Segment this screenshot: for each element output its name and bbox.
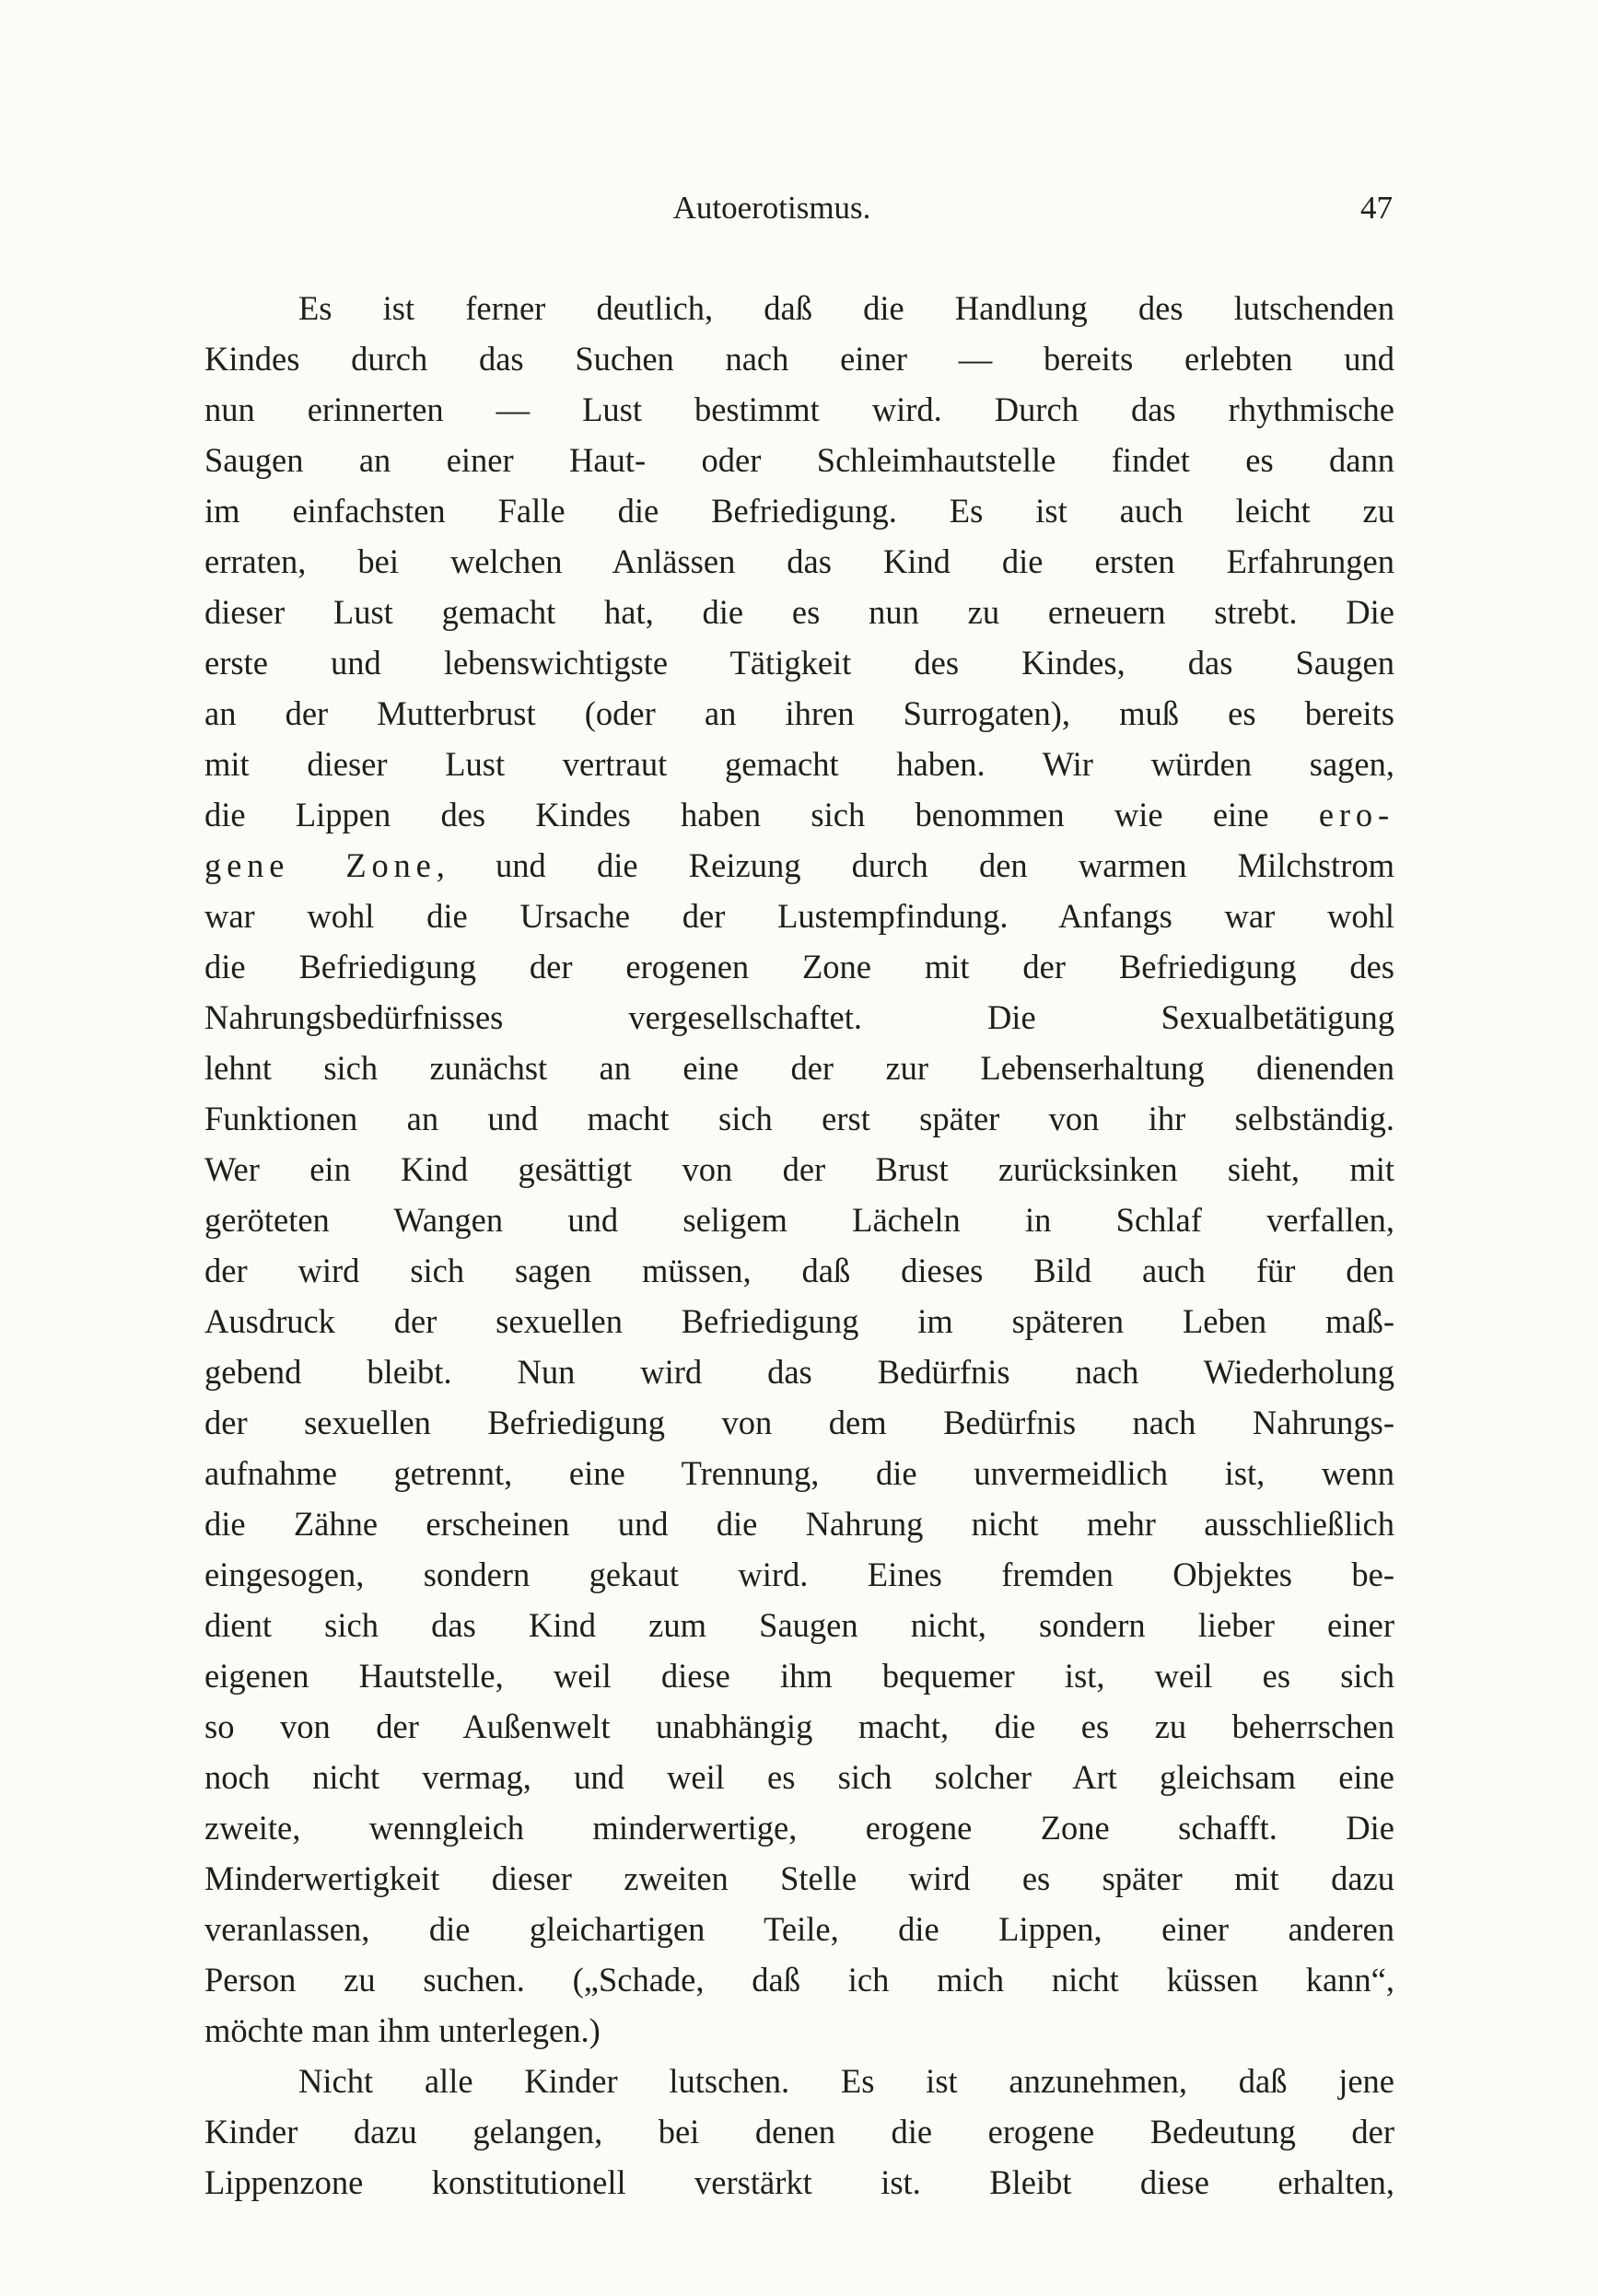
text-line: im einfachsten Falle die Befriedigung. Es ist auch leicht zu [204,492,1394,530]
text-line: so von der Außenwelt unabhängig macht, die es zu beherrschen [204,1707,1394,1745]
text-line: die Zähne erscheinen und die Nahrung nicht mehr ausschließlich [204,1505,1394,1543]
text-line: geröteten Wangen und seligem Lächeln in Schlaf verfallen, [204,1201,1394,1239]
text-line: mit dieser Lust vertraut gemacht haben. Wir würden sagen, [204,745,1394,783]
text-line: Kindes durch das Suchen nach einer — bereits erlebten und [204,340,1394,378]
text-line: eingesogen, sondern gekaut wird. Eines fremden Objektes be- [204,1556,1394,1593]
text-line: Kinder dazu gelangen, bei denen die erogene Bedeutung der [204,2113,1394,2150]
text-line: noch nicht vermag, und weil es sich solcher Art gleichsam eine [204,1758,1394,1796]
text-column [204,190,1394,2208]
text-line: die Befriedigung der erogenen Zone mit der Befriedigung des [204,948,1394,985]
text-line: Minderwertigkeit dieser zweiten Stelle wird es später mit dazu [204,1859,1394,1897]
text-line: dient sich das Kind zum Saugen nicht, sondern lieber einer [204,1606,1394,1644]
emphasis-letterspaced: ero- [1318,796,1394,833]
text-line: Nahrungsbedürfnisses vergesellschaftet. Die Sexualbetätigung [204,998,1394,1036]
paragraph [204,283,1394,2056]
text-line: dieser Lust gemacht hat, die es nun zu erneuern strebt. Die [204,593,1394,631]
emphasis-letterspaced: gene Zone [204,846,437,884]
text-line: nun erinnerten — Lust bestimmt wird. Durch das rhythmische [204,390,1394,428]
text-line: der sexuellen Befriedigung von dem Bedürfnis nach Nahrungs- [204,1404,1394,1441]
text-line: Person zu suchen. („Schade, daß ich mich nicht küssen kann“, [204,1961,1394,1999]
paragraph [204,2056,1394,2208]
text-body [204,283,1394,2208]
text-line: Wer ein Kind gesättigt von der Brust zurücksinken sieht, mit [204,1150,1394,1188]
text-line: aufnahme getrennt, eine Trennung, die unvermeidlich ist, wenn [204,1454,1394,1492]
text-line: eigenen Hautstelle, weil diese ihm bequemer ist, weil es sich [204,1657,1394,1695]
text-line: lehnt sich zunächst an eine der zur Lebenserhaltung dienenden [204,1049,1394,1087]
text-line: Funktionen an und macht sich erst später von ihr selbständig. [204,1100,1394,1137]
text-line: gebend bleibt. Nun wird das Bedürfnis nach Wiederholung [204,1353,1394,1391]
text-line: die Lippen des Kindes haben sich benommen wie eine ero- [204,796,1394,833]
text-line: erraten, bei welchen Anlässen das Kind die ersten Erfahrungen [204,542,1394,580]
text-line: veranlassen, die gleichartigen Teile, die Lippen, einer anderen [204,1910,1394,1948]
running-head [204,190,1394,240]
text-line: Es ist ferner deutlich, daß die Handlung des lutschenden [298,289,1394,327]
text-line: zweite, wenngleich minderwertige, erogene Zone schafft. Die [204,1809,1394,1847]
text-line: erste und lebenswichtigste Tätigkeit des Kindes, das Saugen [204,644,1394,682]
text-line: Nicht alle Kinder lutschen. Es ist anzunehmen, daß jene [298,2062,1394,2100]
page-number: 47 [1360,190,1393,226]
text-line: an der Mutterbrust (oder an ihren Surrogaten), muß es bereits [204,694,1394,732]
text-line: Saugen an einer Haut- oder Schleimhautstelle findet es dann [204,441,1394,479]
text-line: Ausdruck der sexuellen Befriedigung im späteren Leben maß- [204,1302,1394,1340]
text-line: der wird sich sagen müssen, daß dieses Bild auch für den [204,1252,1394,1289]
page-title: Autoerotismus. [672,190,871,226]
text-line: war wohl die Ursache der Lustempfindung. Anfangs war wohl [204,897,1394,935]
text-line: möchte man ihm unterlegen.) [204,2011,601,2049]
text-line: Lippenzone konstitutionell verstärkt ist. Bleibt diese erhalten, [204,2163,1394,2201]
text-line: gene Zone, und die Reizung durch den warmen Milchstrom [204,846,1394,884]
